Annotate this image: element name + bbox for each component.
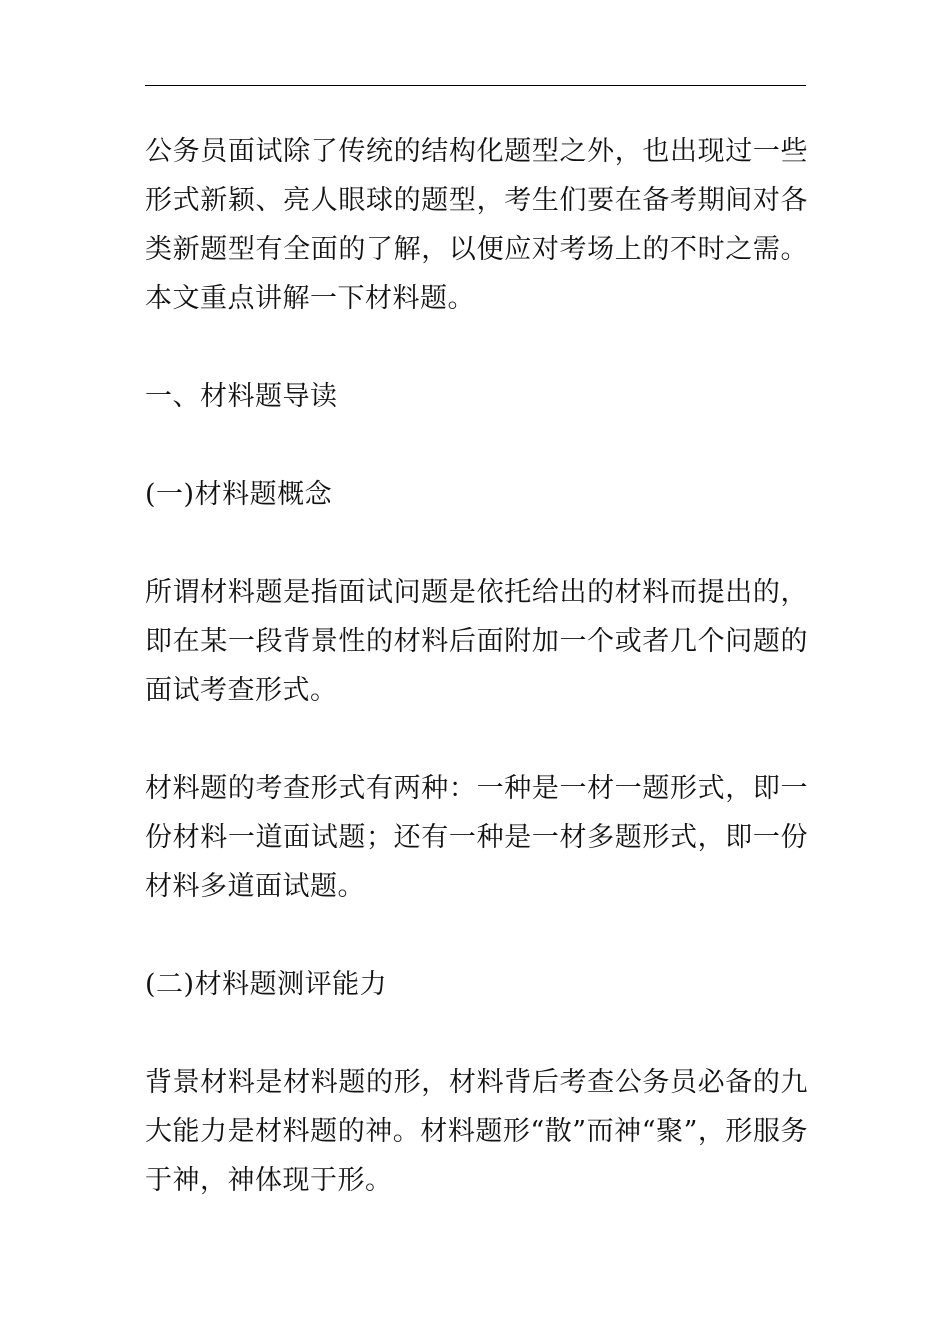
ability-paragraph: 背景材料是材料题的形，材料背后考查公务员必备的九大能力是材料题的神。材料题形“散”而神“聚”，形服务于神，神体现于形。 bbox=[145, 1067, 808, 1196]
format-paragraph: 材料题的考查形式有两种：一种是一材一题形式，即一份材料一道面试题；还有一种是一材多题形式，即一份材料多道面试题。 bbox=[145, 773, 808, 902]
section-heading-1: 一、材料题导读 bbox=[145, 381, 338, 412]
document-body bbox=[145, 127, 808, 1254]
definition-paragraph: 所谓材料题是指面试问题是依托给出的材料而提出的，即在某一段背景性的材料后面附加一个或者几个问题的面试考查形式。 bbox=[145, 577, 808, 706]
intro-paragraph: 公务员面试除了传统的结构化题型之外，也出现过一些形式新颖、亮人眼球的题型，考生们要在备考期间对各类新题型有全面的了解，以便应对考场上的不时之需。本文重点讲解一下材料题。 bbox=[145, 136, 808, 314]
subsection-heading-1: (一)材料题概念 bbox=[145, 479, 333, 510]
subsection-heading-2: (二)材料题测评能力 bbox=[145, 969, 388, 1000]
header-rule bbox=[145, 85, 806, 86]
